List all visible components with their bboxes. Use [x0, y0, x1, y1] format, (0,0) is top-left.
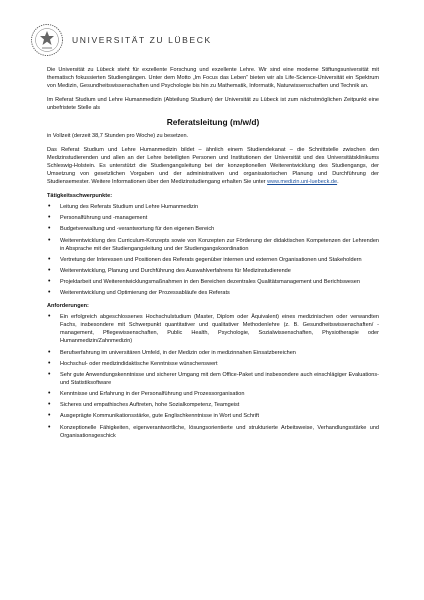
bullet-icon: •: [48, 412, 51, 420]
department-description: [47, 146, 379, 186]
list-item: [47, 256, 379, 264]
university-name: UNIVERSITÄT ZU LÜBECK: [72, 35, 212, 45]
bullet-icon: •: [48, 236, 51, 244]
requirements-list: [47, 313, 379, 439]
tasks-list: [47, 203, 379, 297]
bullet-icon: •: [48, 255, 51, 263]
medizin-website-link[interactable]: www.medizin.uni-luebeck.de: [267, 179, 338, 185]
task-text: Budgetverwaltung und -verantwortung für den eigenen Bereich: [60, 226, 215, 233]
list-item: [47, 412, 379, 420]
requirement-text: Ausgeprägte Kommunikationsstärke, gute Englischkenntnisse in Wort und Schrift: [60, 413, 260, 420]
list-item: [47, 401, 379, 409]
working-hours: in Vollzeit (derzeit 38,7 Stunden pro Woche) zu besetzen.: [47, 133, 189, 139]
bullet-icon: •: [48, 401, 51, 409]
description-suffix: .: [337, 179, 339, 185]
task-text: Weiterentwicklung des Curriculum-Konzepts sowie von Konzepten zur Förderung der didaktischen Kompetenzen der Lehrenden in Absprache mit der Studiengangsleitung und der Studiengangskoordination: [60, 237, 379, 252]
requirement-text: Hochschul- oder medizindidaktische Kenntnisse wünschenswert: [60, 360, 218, 367]
list-item: [47, 424, 379, 440]
bullet-icon: •: [48, 370, 51, 378]
description-text: Das Referat Studium und Lehre Humanmedizin bildet – ähnlich einem Studiendekanat – die Schnittstelle zwischen den Medizinstudierenden und allen an der Lehre beteiligten Personen und Institutionen der Universität und des Universitätsklinikums Schleswig-Holstein. Es unterstützt die Studiengangsleitung bei der konzeptionellen Weiterentwicklung des Studiengangs, der Umsetzung von gesetzlichen Vorgaben und der administrativen und organisatorischen Planung und Durchführung der Studiensemester. Weitere Informationen über den Medizinstudiengang erhalten Sie unter: [47, 147, 379, 185]
list-item: [47, 203, 379, 211]
list-item: [47, 390, 379, 398]
bullet-icon: •: [48, 278, 51, 286]
requirement-text: Konzeptionelle Fähigkeiten, eigenverantwortliche, lösungsorientierte und strukturierte Arbeitsweise, Verhandlungsstärke und Organisationsgeschick: [60, 424, 379, 439]
bullet-icon: •: [48, 266, 51, 274]
task-text: Leitung des Referats Studium und Lehre Humanmedizin: [60, 204, 199, 210]
tasks-heading: Tätigkeitsschwerpunkte:: [47, 193, 113, 199]
list-item: [47, 237, 379, 253]
bullet-icon: •: [48, 390, 51, 398]
bullet-icon: •: [48, 359, 51, 367]
list-item: [47, 278, 379, 286]
bullet-icon: •: [48, 214, 51, 222]
requirement-text: Berufserfahrung im universitären Umfeld, in der Medizin oder in medizinnahen Einsatzbereichen: [60, 349, 296, 356]
intro-paragraph: Die Universität zu Lübeck steht für exzellente Forschung und exzellente Lehre. Wir sind eine moderne Stiftungsuniversität mit thematisch fokussierten Studiengängen. Unter dem Motto „Im Focus das Leben“ bieten wir als Life-Science-Universität ein Spektrum von Medizin, Gesundheitswissenschaften und Psychologie bis hin zu Mathematik, Informatik, Naturwissenschaften und Technik an.: [47, 67, 379, 89]
list-item: [47, 225, 379, 233]
bullet-icon: •: [48, 203, 51, 210]
list-item: [47, 349, 379, 357]
requirement-text: Sehr gute Anwendungskenntnisse und sicherer Umgang mit dem Office-Paket und insbesondere auch einschlägiger Evaluations- und Statistiksoftware: [60, 371, 379, 386]
requirement-text: Ein erfolgreich abgeschlossenes Hochschulstudium (Master, Diplom oder Äquivalent) eines medizinischen oder verwandten Fachs, insbesondere mit Schwerpunkt quantitativer und qualitativer Methodenlehre (z. B. Gesundheitswissenschaften/ -management, Pflegewissenschaften, Public Health, Psychologie, Sozialwissenschaften, Physiotherapie oder Humanmedizin/Zahnmedizin): [60, 314, 379, 345]
requirements-heading: Anforderungen:: [47, 303, 89, 310]
university-seal-icon: [30, 23, 64, 57]
list-item: [47, 371, 379, 387]
job-title: Referatsleitung (m/w/d): [166, 117, 260, 127]
bullet-icon: •: [48, 289, 51, 297]
list-item: [47, 267, 379, 275]
task-text: Projektarbeit und Weiterentwicklungsmaßnahmen in den Bereichen dezentrales Qualitätsmanagement und Berichtswesen: [60, 279, 360, 286]
requirement-text: Sicheres und empathisches Auftreten, hohe Sozialkompetenz, Teamgeist: [60, 402, 240, 409]
bullet-icon: •: [48, 225, 51, 233]
task-text: Personalführung und -management: [60, 215, 148, 222]
bullet-icon: •: [48, 313, 51, 321]
bullet-icon: •: [48, 348, 51, 356]
list-item: [47, 214, 379, 222]
list-item: [47, 289, 379, 297]
task-text: Vertretung der Interessen und Positionen des Referats gegenüber internen und externen Organisationen und Stakeholdern: [60, 256, 362, 263]
position-intro-paragraph: Im Referat Studium und Lehre Humanmedizin (Abteilung Studium) der Universität zu Lübeck ist zum nächstmöglichen Zeitpunkt eine unbefristete Stelle als: [47, 97, 379, 111]
list-item: [47, 360, 379, 368]
list-item: [47, 313, 379, 345]
task-text: Weiterentwicklung, Planung und Durchführung des Auswahlverfahrens für Medizinstudierende: [60, 267, 291, 274]
task-text: Weiterentwicklung und Optimierung der Prozessabläufe des Referats: [60, 290, 230, 297]
header: [30, 22, 212, 58]
requirement-text: Kenntnisse und Erfahrung in der Personalführung und Prozessorganisation: [60, 391, 245, 398]
bullet-icon: •: [48, 423, 51, 431]
main-content: [47, 66, 379, 444]
